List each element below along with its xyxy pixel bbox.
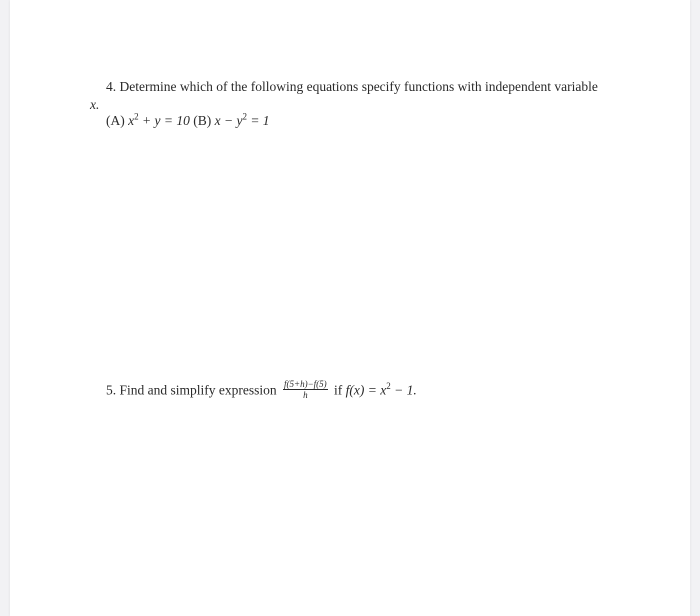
option-b-rest: = 1 [250, 113, 270, 128]
option-a-base: x [128, 113, 135, 128]
problem-5-line [106, 381, 417, 402]
problem-4-options [106, 113, 270, 129]
problem-4-variable-continuation: x. [90, 97, 100, 112]
function-definition-rest: − 1. [394, 382, 417, 398]
difference-quotient-fraction [283, 379, 328, 400]
problem-5-if: if [334, 382, 343, 398]
option-b-label: (B) [193, 113, 212, 128]
function-exponent: 2 [386, 381, 391, 392]
problem-5-text: Find and simplify expression [119, 382, 277, 398]
option-b-exponent: 2 [242, 111, 247, 122]
option-a-exponent: 2 [134, 111, 139, 122]
problem-4-line [106, 79, 598, 95]
option-a-rest: + y = 10 [142, 113, 190, 128]
fraction-numerator: f(5+h)−f(5) [284, 379, 327, 389]
problem-4-number: 4. [106, 79, 117, 94]
option-a-label: (A) [106, 113, 125, 128]
document-page [10, 0, 690, 616]
option-b-lhs: x − y [214, 113, 243, 128]
problem-5-number: 5. [106, 382, 117, 398]
function-definition-lhs: f(x) = x [345, 382, 387, 398]
problem-4-text: Determine which of the following equations specify functions with independent variable [119, 79, 598, 94]
fraction-denominator: h [303, 390, 308, 400]
